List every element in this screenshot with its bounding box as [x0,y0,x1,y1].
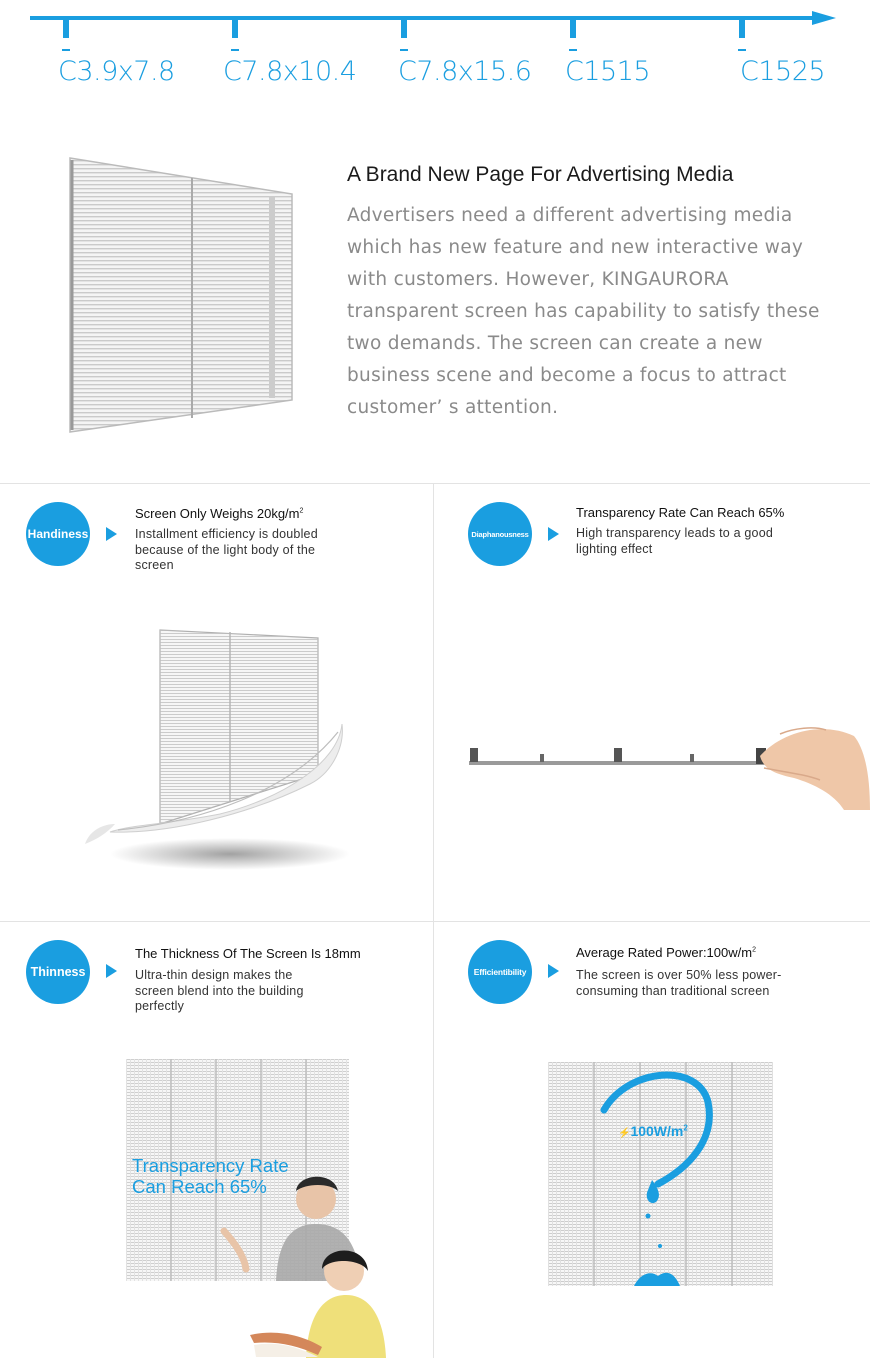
feature-description [135,968,385,1015]
timeline-dash [569,49,577,51]
play-triangle-icon [106,964,117,978]
feature-badge: Handiness [26,502,90,566]
feature-title-text: The Thickness Of The Screen Is 18mm [135,946,361,961]
timeline-tick [401,20,407,38]
feature-badge: Diaphanousness [468,502,532,566]
power-screen-image [548,1062,774,1288]
timeline-line [30,16,818,20]
feature-description-line: lighting effect [576,541,653,556]
timeline-model-label: C1515 [565,56,651,87]
timeline-dash [400,49,408,51]
intro-title: A Brand New Page For Advertising Media [347,163,734,186]
intro-body-line: business scene and become a focus to attract [347,365,787,386]
feature-badge: Efficientibility [468,940,532,1004]
power-overlay-value: 100W/m [630,1123,684,1139]
feature-description-line: Ultra-thin design makes the [135,968,293,982]
intro-screen-image [68,156,294,434]
feature-title [135,946,361,961]
play-triangle-icon [548,964,559,978]
feature-thinness [0,922,433,1358]
feature-title [576,945,756,960]
feature-title-text: Screen Only Weighs 20kg/m [135,506,300,521]
timeline-dash [738,49,746,51]
feature-description-line: Installment efficiency is doubled [135,527,318,541]
timeline-model-label: C7.8x15.6 [398,56,532,87]
intro-body-line: which has new feature and new interactive way [347,237,804,258]
timeline-dash [62,49,70,51]
timeline-model-label: C3.9x7.8 [58,56,175,87]
feature-description-line: screen [135,558,174,572]
timeline-model-label: C1525 [740,56,826,87]
feature-title-sup: 2 [299,507,304,515]
feature-description-line: The screen is over 50% less power- [576,968,782,982]
intro-body-line: customer’ s attention. [347,397,559,418]
feature-diaphanousness [434,484,870,921]
transparency-overlay-line: Can Reach 65% [132,1176,267,1197]
timeline-model-label: C7.8x10.4 [223,56,357,87]
timeline-tick [232,20,238,38]
play-triangle-icon [548,527,559,541]
transparency-overlay-text [132,1155,289,1197]
feature-description-line: perfectly [135,999,185,1013]
timeline-tick [570,20,576,38]
timeline-tick [63,20,69,38]
intro-body-line: two demands. The screen can create a new [347,333,763,354]
transparency-overlay-line: Transparency Rate [132,1155,289,1176]
model-timeline [0,0,870,100]
intro-body-line: transparent screen has capability to satisfy these [347,301,820,322]
feature-handiness [0,484,433,921]
feature-description [576,968,846,999]
power-overlay-sup: 2 [683,1123,688,1133]
play-triangle-icon [106,527,117,541]
screen-side-profile-image [464,720,870,830]
feature-title [135,506,303,521]
intro-body-line: with customers. However, KINGAURORA [347,269,729,290]
timeline-arrow-icon [812,11,836,25]
intro-body-line: Advertisers need a different advertising media [347,205,793,226]
feature-title-sup: 2 [752,946,756,954]
thin-screen-with-people-image [126,1059,386,1358]
lightning-icon: ⚡ [618,1128,631,1139]
feature-description [576,526,846,557]
feature-title-text: Average Rated Power:100w/m [576,945,753,960]
timeline-tick [739,20,745,38]
feature-badge: Thinness [26,940,90,1004]
intro-body [347,200,837,424]
feature-description-line: consuming than traditional screen [576,983,770,998]
feature-efficientibility [434,922,870,1358]
feature-title [576,505,784,520]
lightweight-screen-feather-image [80,624,380,894]
feature-description-line: High transparency leads to a good [576,526,773,540]
feature-description [135,527,395,574]
timeline-dash [231,49,239,51]
feature-description-line: because of the light body of the [135,542,316,557]
feature-title-text: Transparency Rate Can Reach 65% [576,505,785,520]
feature-description-line: screen blend into the building [135,983,304,998]
power-overlay-text [618,1123,688,1139]
